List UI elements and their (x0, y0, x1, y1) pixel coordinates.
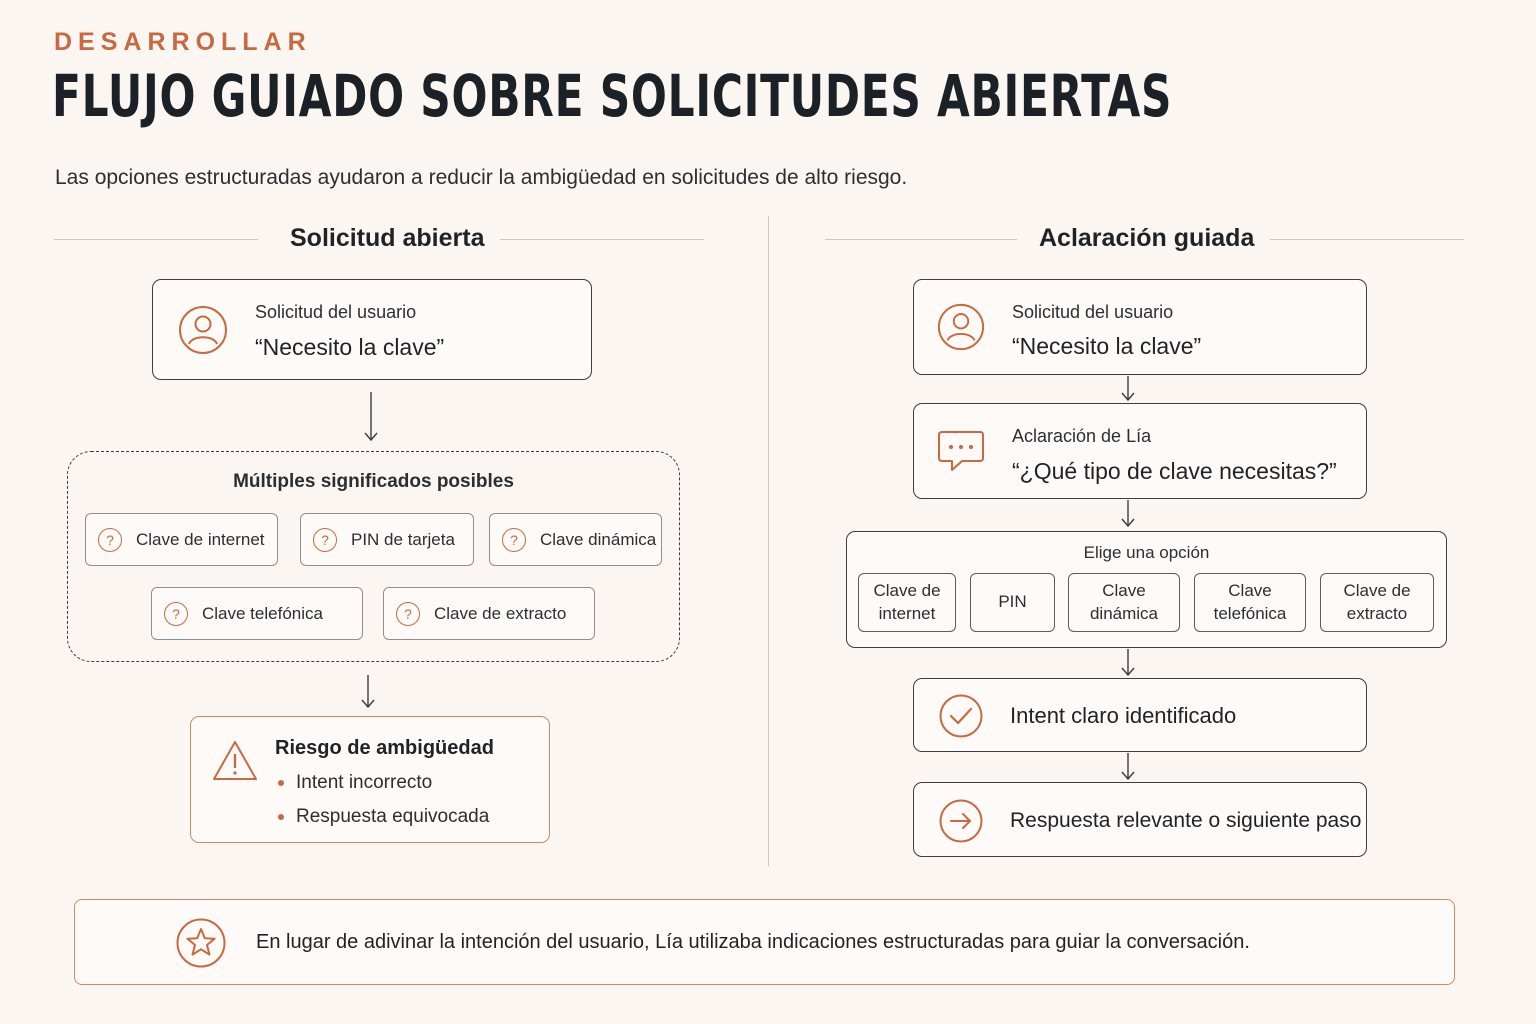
page-subtitle: Las opciones estructuradas ayudaron a reducir la ambigüedad en solicitudes de alto riesgo. (55, 166, 908, 189)
risk-item-label: Intent incorrecto (296, 772, 433, 793)
intent-identified-box (913, 678, 1367, 752)
meaning-chip-statement (383, 587, 595, 640)
clarification-label: Aclaración de Lía (1012, 426, 1152, 446)
user-request-label: Solicitud del usuario (255, 302, 417, 322)
meaning-chip-label: Clave de extracto (434, 603, 567, 623)
choose-option-title: Elige una opción (1083, 543, 1210, 562)
ambiguity-risk-box (190, 716, 550, 843)
possible-meanings-title: Múltiples significados posibles (233, 471, 514, 492)
option-button-phone[interactable] (1194, 573, 1306, 632)
intent-identified-label: Intent claro identificado (1010, 703, 1237, 728)
user-request-quote: “Necesito la clave” (255, 334, 445, 360)
meaning-chip-label: Clave dinámica (540, 529, 657, 549)
right-user-request-box (913, 279, 1367, 375)
user-request-label: Solicitud del usuario (1012, 302, 1174, 322)
footer-summary-box (74, 899, 1455, 985)
user-request-quote: “Necesito la clave” (1012, 333, 1202, 359)
meaning-chip-label: Clave telefónica (202, 603, 323, 623)
meaning-chip-dynamic (489, 513, 662, 566)
section-rule (500, 239, 704, 240)
clarification-box (913, 403, 1367, 499)
flow-arrow (1120, 500, 1136, 528)
flow-arrow (360, 675, 376, 709)
option-line: Clave (1102, 581, 1146, 601)
option-line: PIN (998, 592, 1027, 612)
user-icon (936, 302, 986, 352)
bullet-dot (278, 814, 284, 820)
option-button-dynamic[interactable] (1068, 573, 1180, 632)
question-icon: ? (164, 602, 188, 626)
meaning-chip-internet (85, 513, 278, 566)
user-icon (177, 304, 229, 356)
risk-item (278, 772, 432, 794)
option-line: internet (878, 603, 936, 623)
meaning-chip-label: PIN de tarjeta (351, 529, 455, 549)
flow-arrow (1120, 753, 1136, 781)
question-icon: ? (98, 528, 122, 552)
column-divider (768, 216, 769, 866)
footer-summary-text: En lugar de adivinar la intención del usuario, Lía utilizaba indicaciones estructuradas para guiar la conversación. (256, 931, 1250, 953)
option-line: Clave (1228, 581, 1272, 601)
question-icon: ? (313, 528, 337, 552)
relevant-response-label: Respuesta relevante o siguiente paso (1010, 809, 1362, 832)
left-user-request-box (152, 279, 592, 380)
meaning-chip-label: Clave de internet (136, 529, 265, 549)
section-title-guided-clarification: Aclaración guiada (1039, 224, 1255, 252)
risk-item (278, 806, 489, 828)
question-icon: ? (502, 528, 526, 552)
section-title-open-request: Solicitud abierta (290, 224, 485, 252)
flow-arrow (1120, 376, 1136, 402)
clarification-quote: “¿Qué tipo de clave necesitas?” (1012, 458, 1337, 484)
section-rule (1270, 239, 1464, 240)
option-line: Clave de (1343, 581, 1411, 601)
section-rule (54, 239, 258, 240)
flow-arrow (1120, 649, 1136, 677)
section-rule (825, 239, 1017, 240)
question-icon: ? (396, 602, 420, 626)
page-title: FLUJO GUIADO SOBRE SOLICITUDES ABIERTAS (52, 62, 1173, 130)
risk-item-label: Respuesta equivocada (296, 806, 490, 827)
option-button-pin[interactable] (970, 573, 1055, 632)
flow-arrow (363, 392, 379, 442)
meaning-chip-pin (300, 513, 474, 566)
meaning-chip-phone (151, 587, 363, 640)
check-circle-icon (938, 693, 984, 739)
option-line: telefónica (1213, 603, 1287, 623)
bullet-dot (278, 780, 284, 786)
option-line: Clave de (873, 581, 941, 601)
chat-bubble-icon (936, 428, 986, 476)
risk-title: Riesgo de ambigüedad (275, 737, 494, 759)
eyebrow-label: DESARROLLAR (54, 28, 312, 56)
warning-icon (211, 739, 259, 783)
option-line: extracto (1346, 603, 1408, 623)
star-icon (175, 917, 227, 969)
arrow-right-circle-icon (938, 798, 984, 844)
relevant-response-box (913, 782, 1367, 857)
option-line: dinámica (1089, 603, 1159, 623)
option-button-statement[interactable] (1320, 573, 1434, 632)
option-button-internet[interactable] (858, 573, 956, 632)
